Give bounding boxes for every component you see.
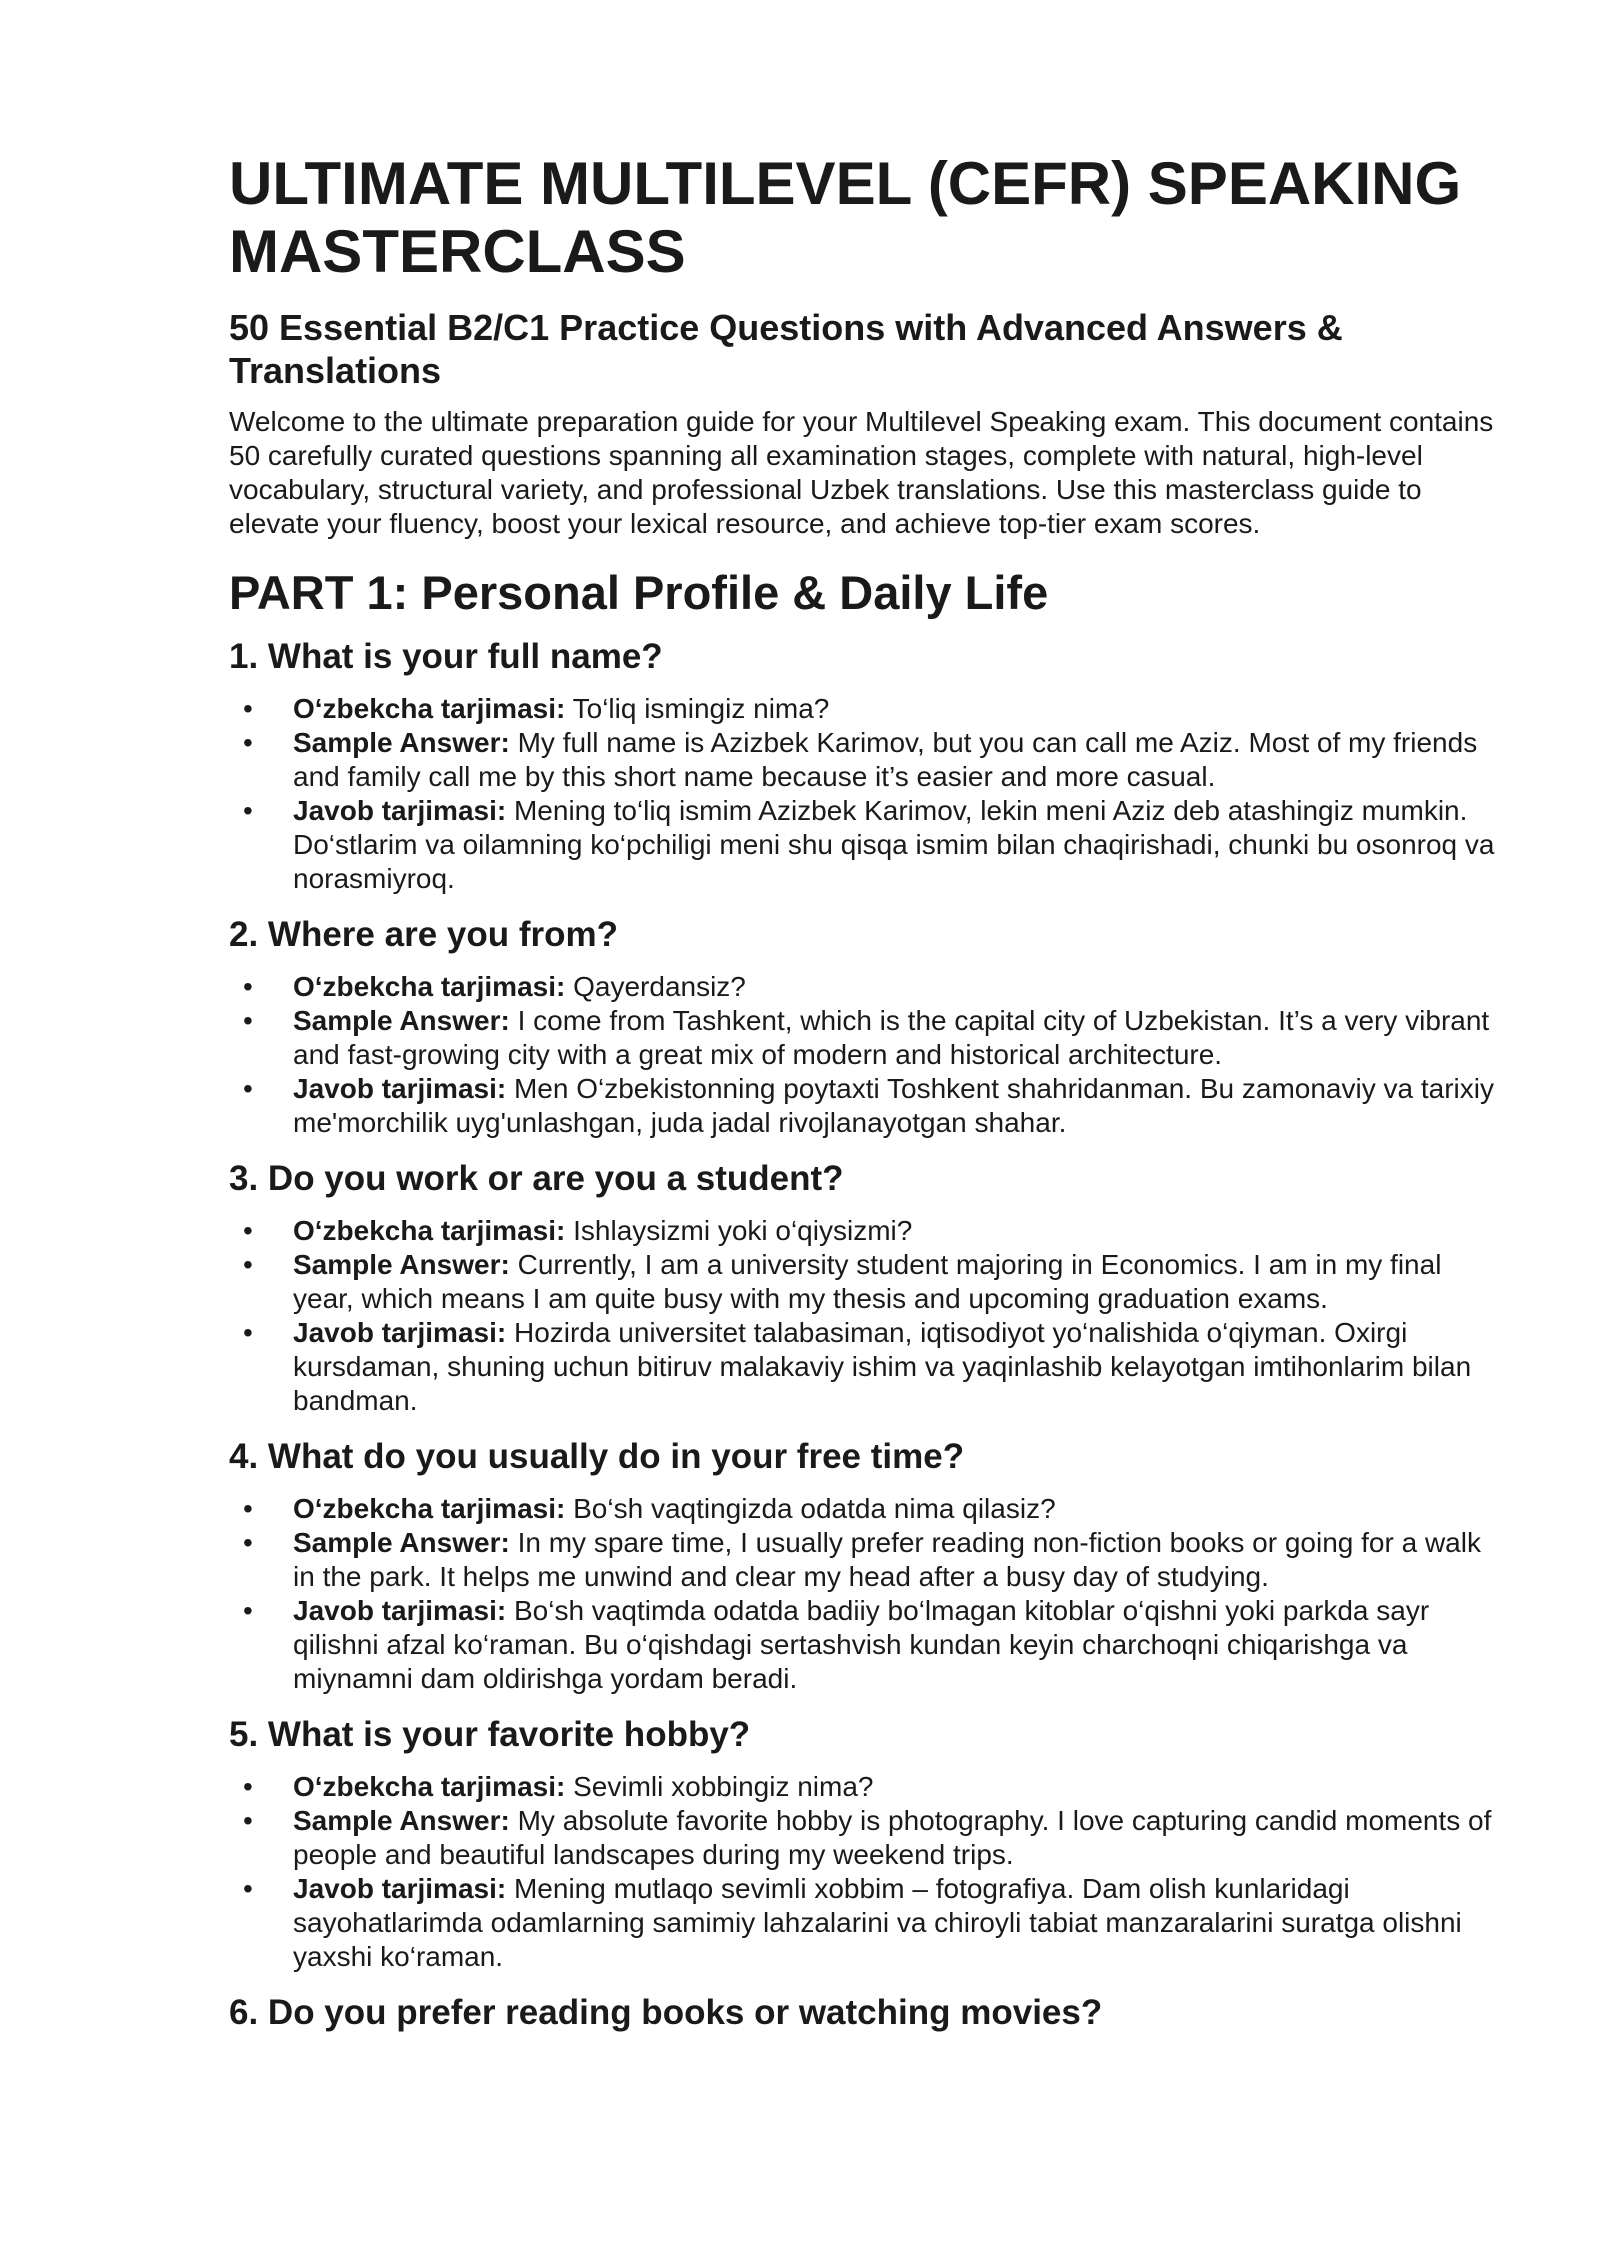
item-label: Sample Answer:: [293, 727, 510, 758]
item-text: Sevimli xobbingiz nima?: [573, 1771, 874, 1802]
item-label: Sample Answer:: [293, 1805, 510, 1836]
document-subtitle: 50 Essential B2/C1 Practice Questions with Advanced Answers & Translations: [229, 307, 1343, 391]
question-heading: 1. What is your full name?: [229, 637, 663, 676]
sample-answer-item: [229, 1004, 1499, 1072]
bullet-icon: •: [243, 1317, 253, 1348]
item-label: O‘zbekcha tarjimasi:: [293, 1493, 566, 1524]
item-label: Sample Answer:: [293, 1249, 510, 1280]
bullet-icon: •: [243, 1073, 253, 1104]
item-text: Mening to‘liq ismim Azizbek Karimov, lekin meni Aziz deb atashingiz mumkin. Do‘stlarim va oilamning ko‘pchiligi meni shu qisqa ismim bilan chaqirishadi, chunki bu osonroq va norasmiyroq.: [293, 795, 1495, 894]
bullet-icon: •: [243, 1527, 253, 1558]
uzbek-translation-item: [229, 970, 1499, 1004]
question-heading: 3. Do you work or are you a student?: [229, 1159, 844, 1198]
item-text: My full name is Azizbek Karimov, but you can call me Aziz. Most of my friends and family call me by this short name because it’s easier and more casual.: [293, 727, 1478, 792]
question-6-heading: 6. Do you prefer reading books or watching movies?: [229, 1993, 1103, 2032]
item-text: Currently, I am a university student majoring in Economics. I am in my final year, which means I am quite busy with my thesis and upcoming graduation exams.: [293, 1249, 1442, 1314]
bullet-icon: •: [243, 1249, 253, 1280]
question-bullet-list: [229, 1492, 1499, 1696]
question-bullet-list: [229, 1770, 1499, 1974]
item-text: I come from Tashkent, which is the capital city of Uzbekistan. It’s a very vibrant and fast-growing city with a great mix of modern and historical architecture.: [293, 1005, 1490, 1070]
question-heading: 5. What is your favorite hobby?: [229, 1715, 751, 1754]
bullet-icon: •: [243, 1771, 253, 1802]
item-text: Hozirda universitet talabasiman, iqtisodiyot yo‘nalishida o‘qiyman. Oxirgi kursdaman, shuning uchun bitiruv malakaviy ishim va yaqinlashib kelayotgan imtihonlarim bilan bandman.: [293, 1317, 1472, 1416]
document-title: ULTIMATE MULTILEVEL (CEFR) SPEAKING MASTERCLASS: [229, 150, 1462, 285]
bullet-icon: •: [243, 693, 253, 724]
item-text: In my spare time, I usually prefer reading non-fiction books or going for a walk in the park. It helps me unwind and clear my head after a busy day of studying.: [293, 1527, 1481, 1592]
item-label: O‘zbekcha tarjimasi:: [293, 971, 566, 1002]
question-heading: 2. Where are you from?: [229, 915, 618, 954]
item-label: O‘zbekcha tarjimasi:: [293, 693, 566, 724]
bullet-icon: •: [243, 1873, 253, 1904]
sample-answer-item: [229, 1526, 1499, 1594]
bullet-icon: •: [243, 727, 253, 758]
bullet-icon: •: [243, 1805, 253, 1836]
uzbek-translation-item: [229, 692, 1499, 726]
sample-answer-item: [229, 1248, 1499, 1316]
bullet-icon: •: [243, 1215, 253, 1246]
question-block: [229, 1436, 1499, 1696]
item-label: Javob tarjimasi:: [293, 1873, 507, 1904]
item-text: To‘liq ismingiz nima?: [572, 693, 830, 724]
document-page: [229, 150, 1499, 2048]
question-bullet-list: [229, 970, 1499, 1140]
answer-translation-item: [229, 794, 1499, 896]
question-block: [229, 914, 1499, 1140]
item-label: O‘zbekcha tarjimasi:: [293, 1215, 566, 1246]
uzbek-translation-item: [229, 1214, 1499, 1248]
item-text: Mening mutlaqo sevimli xobbim – fotografiya. Dam olish kunlaridagi sayohatlarimda odamlarning samimiy lahzalarini va chiroyli tabiat manzaralarini suratga olishni yaxshi ko‘raman.: [293, 1873, 1462, 1972]
item-label: Sample Answer:: [293, 1005, 510, 1036]
item-text: My absolute favorite hobby is photography. I love capturing candid moments of people and beautiful landscapes during my weekend trips.: [293, 1805, 1492, 1870]
item-label: Javob tarjimasi:: [293, 1595, 507, 1626]
item-text: Qayerdansiz?: [573, 971, 746, 1002]
uzbek-translation-item: [229, 1770, 1499, 1804]
sample-answer-item: [229, 1804, 1499, 1872]
question-heading: 4. What do you usually do in your free time?: [229, 1437, 965, 1476]
part-1-heading: PART 1: Personal Profile & Daily Life: [229, 566, 1049, 619]
question-bullet-list: [229, 1214, 1499, 1418]
question-bullet-list: [229, 692, 1499, 896]
bullet-icon: •: [243, 1595, 253, 1626]
item-label: Javob tarjimasi:: [293, 1073, 507, 1104]
question-list: [229, 636, 1499, 1974]
answer-translation-item: [229, 1316, 1499, 1418]
bullet-icon: •: [243, 1493, 253, 1524]
bullet-icon: •: [243, 1005, 253, 1036]
item-text: Men O‘zbekistonning poytaxti Toshkent shahridanman. Bu zamonaviy va tarixiy me'morchilik uyg'unlashgan, juda jadal rivojlanayotgan shahar.: [293, 1073, 1494, 1138]
item-label: Sample Answer:: [293, 1527, 510, 1558]
question-block: [229, 1714, 1499, 1974]
answer-translation-item: [229, 1594, 1499, 1696]
sample-answer-item: [229, 726, 1499, 794]
item-label: Javob tarjimasi:: [293, 795, 507, 826]
uzbek-translation-item: [229, 1492, 1499, 1526]
question-block: [229, 1158, 1499, 1418]
bullet-icon: •: [243, 971, 253, 1002]
intro-paragraph: Welcome to the ultimate preparation guide for your Multilevel Speaking exam. This document contains 50 carefully curated questions spanning all examination stages, complete with natural, high-level vocabulary, structural variety, and professional Uzbek translations. Use this masterclass guide to elevate your fluency, boost your lexical resource, and achieve top-tier exam scores.: [229, 406, 1494, 539]
item-text: Bo‘sh vaqtimda odatda badiiy bo‘lmagan kitoblar o‘qishni yoki parkda sayr qilishni afzal ko‘raman. Bu o‘qishdagi sertashvish kundan keyin charchoqni chiqarishga va miynamni dam oldirishga yordam beradi.: [293, 1595, 1430, 1694]
question-block: [229, 636, 1499, 896]
item-text: Bo‘sh vaqtingizda odatda nima qilasiz?: [573, 1493, 1056, 1524]
answer-translation-item: [229, 1872, 1499, 1974]
item-label: O‘zbekcha tarjimasi:: [293, 1771, 566, 1802]
answer-translation-item: [229, 1072, 1499, 1140]
bullet-icon: •: [243, 795, 253, 826]
item-text: Ishlaysizmi yoki o‘qiysizmi?: [573, 1215, 913, 1246]
item-label: Javob tarjimasi:: [293, 1317, 507, 1348]
